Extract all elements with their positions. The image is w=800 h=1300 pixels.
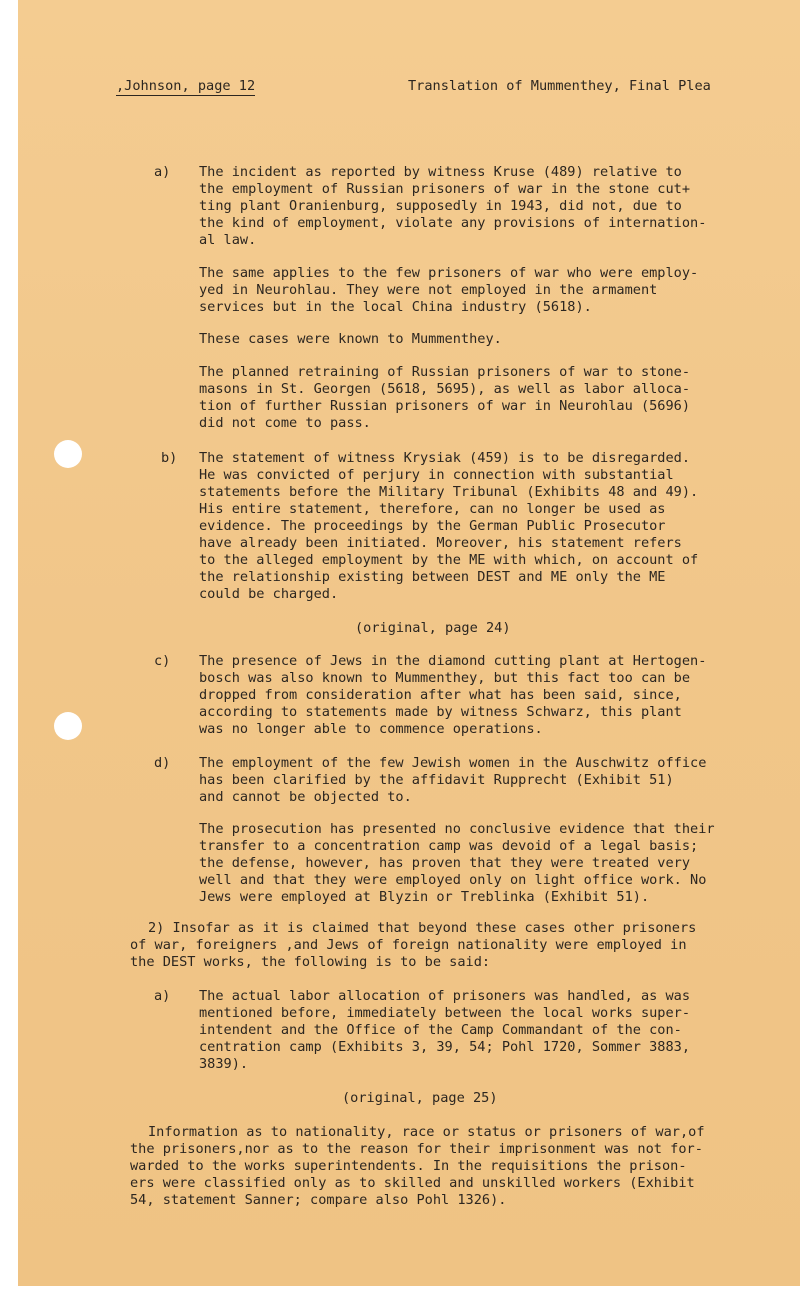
item-c-line-4: according to statements made by witness Schwarz, this plant (199, 704, 682, 720)
item-d-line-1: The employment of the few Jewish women in the Auschwitz office (199, 755, 707, 771)
same-applies-paragraph (199, 265, 698, 316)
item-b-line-5: evidence. The proceedings by the German Public Prosecutor (199, 518, 666, 534)
item-2a-line-3: intendent and the Office of the Camp Commandant of the con- (199, 1022, 682, 1038)
known-line-1: These cases were known to Mummenthey. (199, 331, 502, 347)
item-c-paragraph (199, 653, 706, 738)
punch-hole-bottom (54, 712, 82, 740)
planned-line-1: The planned retraining of Russian prisoners of war to stone- (199, 364, 691, 380)
planned-line-2: masons in St. Georgen (5618, 5695), as well as labor alloca- (199, 381, 691, 397)
item-b-marker: b) (161, 450, 178, 466)
item-b-line-4: His entire statement, therefore, can no longer be used as (199, 501, 666, 517)
item-a-line-4: the kind of employment, violate any provisions of internation- (199, 215, 707, 231)
item-d-marker: d) (154, 755, 171, 771)
prosecution-line-3: the defense, however, has proven that they were treated very (199, 855, 691, 871)
item-2a-line-5: 3839). (199, 1056, 249, 1072)
item-2-paragraph (130, 920, 696, 971)
item-a-line-5: al law. (199, 232, 257, 248)
item-2-line-3: the DEST works, the following is to be said: (130, 954, 491, 970)
prosecution-line-1: The prosecution has presented no conclusive evidence that their (199, 821, 715, 837)
document-page (18, 0, 800, 1286)
same-line-1: The same applies to the few prisoners of war who were employ- (199, 265, 699, 281)
item-2a-line-2: mentioned before, immediately between the local works super- (199, 1005, 691, 1021)
information-line-4: ers were classified only as to skilled and unskilled workers (Exhibit (130, 1175, 695, 1191)
same-line-2: yed in Neurohlau. They were not employed in the armament (199, 282, 658, 298)
item-2-line-1: 2) Insofar as it is claimed that beyond these cases other prisoners (148, 920, 697, 936)
planned-line-4: did not come to pass. (199, 415, 371, 431)
item-a-paragraph (199, 164, 706, 249)
header-reference: ,Johnson, page 12 (116, 78, 256, 94)
prosecution-line-4: well and that they were employed only on light office work. No (199, 872, 707, 888)
item-2a-paragraph (199, 988, 690, 1073)
prosecution-line-5: Jews were employed at Blyzin or Treblinka (Exhibit 51). (199, 889, 650, 905)
prosecution-paragraph (199, 821, 715, 906)
item-b-line-8: the relationship existing between DEST and ME only the ME (199, 569, 666, 585)
information-line-5: 54, statement Sanner; compare also Pohl 1326). (130, 1192, 507, 1208)
item-d-paragraph (199, 755, 706, 806)
item-b-line-7: to the alleged employment by the ME with which, on account of (199, 552, 699, 568)
original-page-24-note: (original, page 24) (355, 620, 511, 636)
prosecution-line-2: transfer to a concentration camp was devoid of a legal basis; (199, 838, 699, 854)
item-b-paragraph (199, 450, 698, 603)
planned-retraining-paragraph (199, 364, 690, 432)
punch-hole-top (54, 440, 82, 468)
information-line-2: the prisoners,nor as to the reason for their imprisonment was not for- (130, 1141, 703, 1157)
item-d-line-3: and cannot be objected to. (199, 789, 412, 805)
item-b-line-9: could be charged. (199, 586, 339, 602)
item-c-line-1: The presence of Jews in the diamond cutting plant at Hertogen- (199, 653, 707, 669)
information-line-3: warded to the works superintendents. In the requisitions the prison- (130, 1158, 687, 1174)
item-c-line-2: bosch was also known to Mummenthey, but this fact too can be (199, 670, 691, 686)
item-2a-line-1: The actual labor allocation of prisoners was handled, as was (199, 988, 691, 1004)
information-paragraph (130, 1124, 705, 1209)
cases-known-paragraph (199, 331, 502, 348)
item-2a-line-4: centration camp (Exhibits 3, 39, 54; Pohl 1720, Sommer 3883, (199, 1039, 691, 1055)
original-page-25-note: (original, page 25) (342, 1090, 498, 1106)
item-a-line-2: the employment of Russian prisoners of war in the stone cut+ (199, 181, 691, 197)
item-b-line-6: have already been initiated. Moreover, his statement refers (199, 535, 682, 551)
item-c-marker: c) (154, 653, 171, 669)
item-a-marker: a) (154, 164, 171, 180)
item-b-line-2: He was convicted of perjury in connection with substantial (199, 467, 674, 483)
item-c-line-3: dropped from consideration after what has been said, since, (199, 687, 682, 703)
information-line-1: Information as to nationality, race or status or prisoners of war,of (148, 1124, 705, 1140)
item-d-line-2: has been clarified by the affidavit Rupprecht (Exhibit 51) (199, 772, 674, 788)
planned-line-3: tion of further Russian prisoners of war in Neurohlau (5696) (199, 398, 691, 414)
item-2-line-2: of war, foreigners ,and Jews of foreign nationality were employed in (130, 937, 687, 953)
header-title: Translation of Mummenthey, Final Plea (408, 78, 711, 94)
item-2a-marker: a) (154, 988, 171, 1004)
same-line-3: services but in the local China industry (5618). (199, 299, 592, 315)
item-b-line-3: statements before the Military Tribunal (Exhibits 48 and 49). (199, 484, 699, 500)
item-a-line-3: ting plant Oranienburg, supposedly in 1943, did not, due to (199, 198, 682, 214)
item-c-line-5: was no longer able to commence operations. (199, 721, 543, 737)
item-b-line-1: The statement of witness Krysiak (459) is to be disregarded. (199, 450, 691, 466)
item-a-line-1: The incident as reported by witness Kruse (489) relative to (199, 164, 682, 180)
